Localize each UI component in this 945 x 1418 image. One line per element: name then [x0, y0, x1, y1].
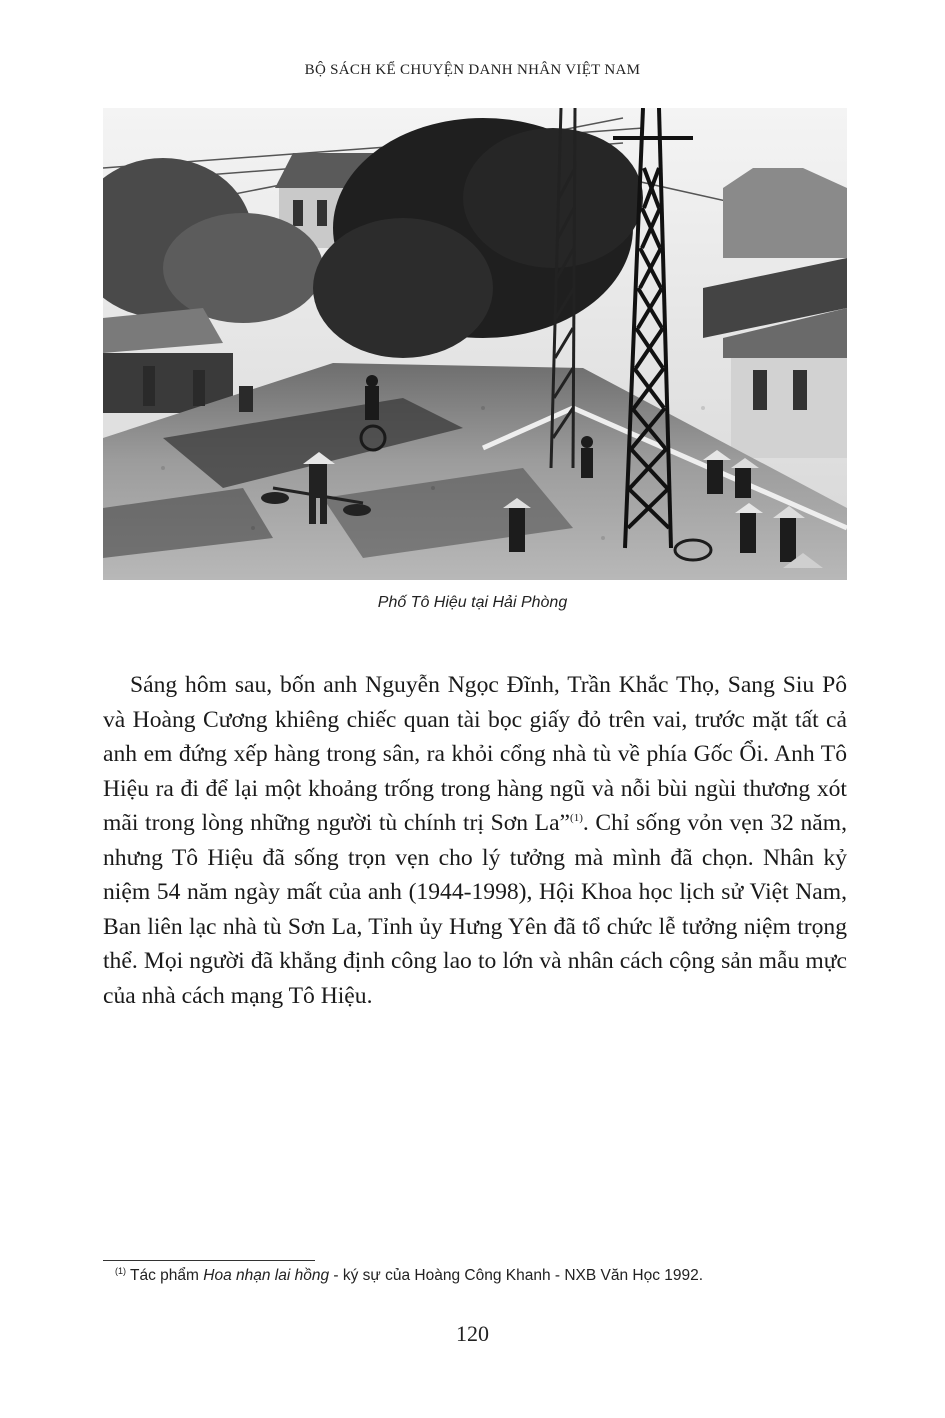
page-number: 120 [456, 1321, 489, 1346]
street-photo [103, 108, 847, 580]
footnote-marker: (1) [115, 1265, 126, 1276]
footnote [115, 1267, 845, 1285]
footnote-divider [103, 1260, 315, 1261]
paragraph-text-part2: . Chỉ sống vỏn vẹn 32 năm, nhưng Tô Hiệu đã sống trọn vẹn cho lý tưởng mà mình đã chọn. Nhân kỷ niệm 54 năm ngày mất của anh (1944-1998), Hội Khoa học lịch sử Việt Nam, Ban liên lạc nhà tù Sơn La, Tỉnh ủy Hưng Yên đã tổ chức lễ tưởng niệm trọng thể. Mọi người đã khẳng định công lao to lớn và nhân cách cộng sản mẫu mực của nhà cách mạng Tô Hiệu. [103, 810, 847, 1009]
footnote-book-title: Hoa nhạn lai hồng [203, 1267, 330, 1284]
paragraph-text-part1: Sáng hôm sau, bốn anh Nguyễn Ngọc Đĩnh, Trần Khắc Thọ, Sang Siu Pô và Hoàng Cương khiêng chiếc quan tài bọc giấy đỏ trên vai, trước mặt tất cả anh em đứng xếp hàng trong sân, ra khỏi cổng nhà tù về phía Gốc Ổi. Anh Tô Hiệu ra đi để lại một khoảng trống trong hàng ngũ và nỗi bùi ngùi thương xót mãi trong lòng những người tù chính trị Sơn La” [103, 672, 847, 836]
photo-caption: Phố Tô Hiệu tại Hải Phòng [377, 594, 568, 611]
footnote-text-prefix: Tác phẩm [126, 1267, 204, 1284]
footnote-text-suffix: - ký sự của Hoàng Công Khanh - NXB Văn Học 1992. [329, 1267, 704, 1284]
body-paragraph [103, 668, 847, 1013]
running-header: BỘ SÁCH KỂ CHUYỆN DANH NHÂN VIỆT NAM [304, 62, 641, 78]
footnote-reference: (1) [570, 812, 583, 825]
